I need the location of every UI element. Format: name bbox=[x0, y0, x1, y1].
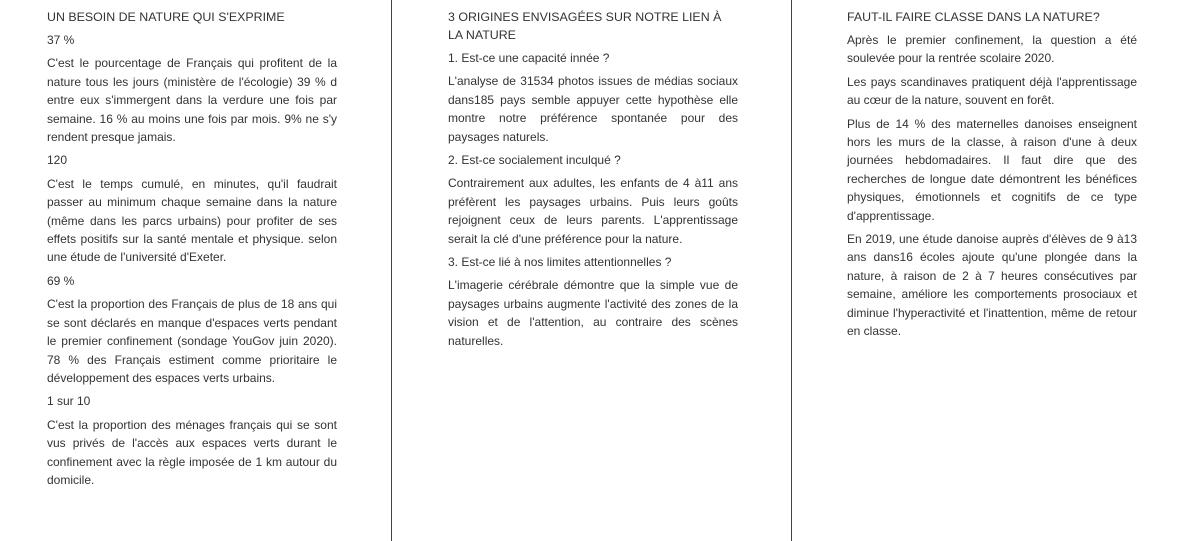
paragraph: Après le premier confinement, la question a été soulevée pour la rentrée scolaire 2020. bbox=[847, 33, 1137, 66]
question-text: L'imagerie cérébrale démontre que la simple vue de paysages urbains augmente l'activité des zones de la vision et de l'attention, au contraire des scènes naturelles. bbox=[448, 278, 738, 348]
question-text: L'analyse de 31534 photos issues de médias sociaux dans185 pays semble appuyer cette hypothèse elle montre notre préférence spontanée pour des paysages naturels. bbox=[448, 74, 738, 144]
column-outdoor-class bbox=[847, 8, 1137, 346]
question-label: 3. Est-ce lié à nos limites attentionnelles ? bbox=[448, 255, 672, 270]
stat-text: C'est le pourcentage de Français qui profitent de la nature tous les jours (ministère de l'écologie) 39 % d entre eux s'immergent dans la verdure une fois par semaine. 16 % au moins une fois par mois. 9% ne s'y rendent presque jamais. bbox=[47, 56, 337, 145]
column-nature-need bbox=[47, 8, 337, 494]
stat-label: 120 bbox=[47, 153, 68, 168]
stat-text: C'est la proportion des Français de plus de 18 ans qui se sont déclarés en manque d'espaces verts pendant le premier confinement (sondage YouGov juin 2020). 78 % des Français estiment comme prioritaire le développement des espaces verts urbains. bbox=[47, 297, 337, 385]
column-divider bbox=[791, 0, 792, 541]
stat-text: C'est le temps cumulé, en minutes, qu'il faudrait passer au minimum chaque semaine dans la nature (même dans les parcs urbains) pour profiter de ses effets positifs sur la santé mentale et physique. selon une étude de l'université d'Exeter. bbox=[47, 176, 337, 265]
paragraph: Les pays scandinaves pratiquent déjà l'apprentissage au cœur de la nature, souvent en forêt. bbox=[847, 74, 1137, 108]
stat-label: 69 % bbox=[47, 273, 75, 288]
column-nature-origins bbox=[448, 8, 738, 355]
column-heading: UN BESOIN DE NATURE QUI S'EXPRIME bbox=[47, 10, 285, 24]
column-heading: 3 ORIGINES ENVISAGÉES SUR NOTRE LIEN À LA NATURE bbox=[448, 10, 722, 42]
question-text: Contrairement aux adultes, les enfants de 4 à11 ans préfèrent les paysages urbains. Puis leurs goûts rejoignent ceux de leurs parents. L'apprentissage serait la clé d'une préférence pour la nature. bbox=[448, 176, 738, 246]
column-divider bbox=[391, 0, 392, 541]
column-heading: FAUT-IL FAIRE CLASSE DANS LA NATURE? bbox=[847, 10, 1100, 24]
paragraph: Plus de 14 % des maternelles danoises enseignent hors les murs de la classe, à raison d'une à deux journées hebdomadaires. Il faut dire que des recherches de longue date démontrent les bénéfices physiques, émotionnels et cognitifs de ce type d'apprentissage. bbox=[847, 116, 1137, 223]
stat-text: C'est la proportion des ménages français qui se sont vus privés de l'accès aux espaces verts durant le confinement avec la règle imposée de 1 km autour du domicile. bbox=[47, 417, 337, 487]
stat-label: 1 sur 10 bbox=[47, 394, 91, 409]
stat-label: 37 % bbox=[47, 33, 75, 47]
question-label: 1. Est-ce une capacité innée ? bbox=[448, 51, 610, 65]
question-label: 2. Est-ce socialement inculqué ? bbox=[448, 153, 621, 168]
paragraph: En 2019, une étude danoise auprès d'élèves de 9 à13 ans dans16 écoles ajoute qu'une plongée dans la nature, à raison de 2 à 7 heures consécutives par semaine, améliore les comportements prosociaux et diminue l'hyperactivité et l'inattention, même de retour en classe. bbox=[847, 232, 1137, 339]
